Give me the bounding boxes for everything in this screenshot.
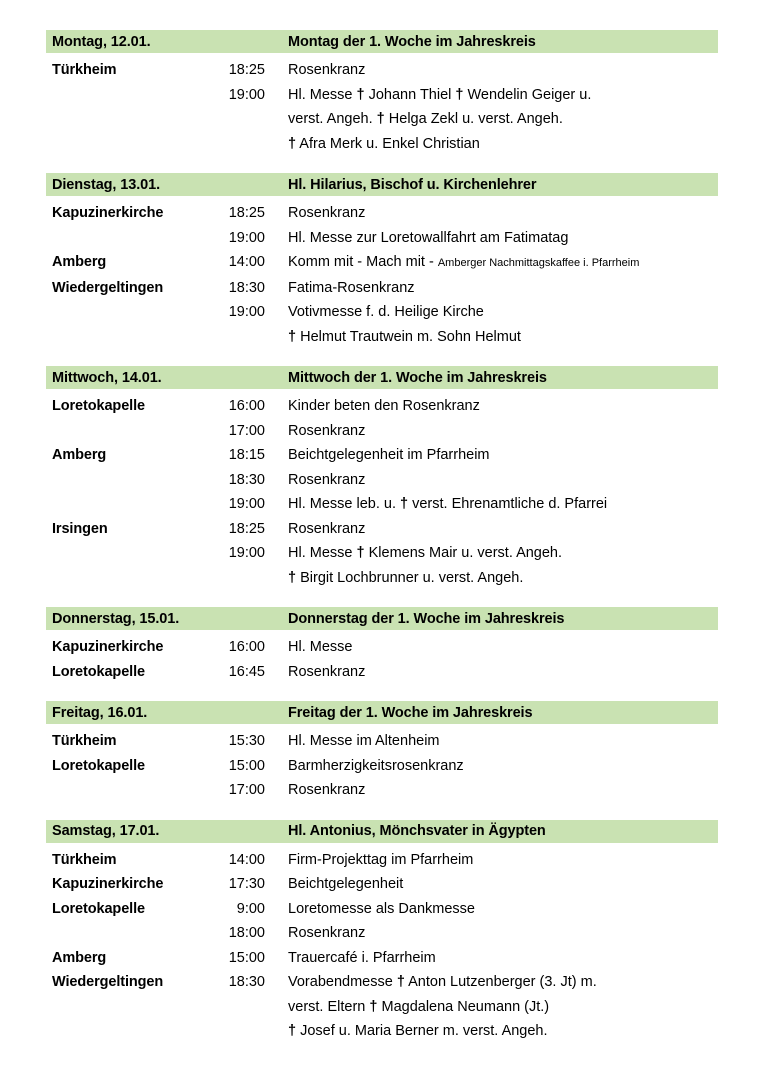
day-section: [46, 173, 718, 349]
row-location: Kapuzinerkirche: [52, 205, 164, 221]
row-description: [265, 58, 718, 83]
row-time: 18:25: [228, 62, 265, 78]
cross-dagger-icon: †: [288, 135, 297, 152]
schedule-row: [46, 226, 718, 251]
day-section: [46, 30, 718, 156]
row-time: 17:00: [228, 422, 265, 439]
day-date: Montag, 12.01.: [52, 33, 151, 50]
row-time: 19:00: [228, 229, 265, 246]
day-section: [46, 607, 718, 684]
description-line: [288, 419, 718, 444]
description-line: [288, 250, 718, 276]
row-location: Kapuzinerkirche: [52, 876, 164, 892]
description-text: Loretomesse als Dankmesse: [288, 900, 475, 917]
description-text: Birgit Lochbrunner u. verst. Angeh.: [296, 569, 524, 586]
description-text: Wendelin Geiger u.: [463, 86, 592, 103]
row-description: [265, 970, 718, 1044]
description-text: Rosenkranz: [288, 663, 366, 680]
day-date: Mittwoch, 14.01.: [52, 369, 162, 386]
description-subtext: Amberger Nachmittagskaffee i. Pfarrheim: [437, 257, 640, 269]
description-line: [288, 517, 718, 542]
row-time: 15:00: [228, 949, 265, 966]
row-description: [265, 276, 718, 301]
row-description: [265, 897, 718, 922]
row-description: [265, 848, 718, 873]
row-location: Loretokapelle: [52, 900, 145, 917]
schedule-row: [46, 443, 718, 468]
description-line: [288, 754, 718, 779]
day-rows: [46, 196, 718, 349]
row-time: 17:00: [228, 782, 265, 798]
cross-dagger-icon: †: [288, 1023, 297, 1039]
cross-dagger-icon: †: [356, 86, 365, 103]
row-time: 18:30: [228, 471, 265, 488]
cross-dagger-icon: †: [288, 569, 297, 586]
description-text: Vorabendmesse: [288, 974, 397, 990]
day-date: Samstag, 17.01.: [52, 823, 160, 839]
description-text: Rosenkranz: [288, 925, 366, 941]
row-description: [265, 250, 718, 276]
row-location: Loretokapelle: [52, 663, 145, 680]
schedule-row: [46, 541, 718, 590]
row-time: 18:00: [228, 925, 265, 941]
row-time: 19:00: [228, 86, 265, 103]
description-text: Hl. Messe: [288, 639, 353, 655]
cross-dagger-icon: †: [400, 496, 409, 512]
description-line: [288, 226, 718, 251]
description-text: Beichtgelegenheit im Pfarrheim: [288, 447, 490, 463]
description-text: Klemens Mair u. verst. Angeh.: [364, 545, 563, 561]
row-time: 18:30: [228, 279, 265, 296]
day-section: [46, 820, 718, 1044]
description-line: [288, 897, 718, 922]
description-line: [288, 660, 718, 685]
day-header: [46, 701, 718, 724]
schedule-row: [46, 300, 718, 349]
day-header: [46, 607, 718, 630]
schedule-row: [46, 921, 718, 946]
day-header: [46, 173, 718, 196]
row-time: 18:30: [228, 974, 265, 990]
row-location: Türkheim: [52, 851, 117, 868]
row-description: [265, 946, 718, 971]
description-text: Anton Lutzenberger (3. Jt) m.: [404, 974, 597, 990]
description-line: [288, 921, 718, 946]
day-section: [46, 366, 718, 590]
schedule-row: [46, 201, 718, 226]
row-location: Amberg: [52, 447, 107, 463]
schedule-row: [46, 468, 718, 493]
row-description: [265, 300, 718, 349]
schedule-row: [46, 778, 718, 803]
description-line: [288, 635, 718, 660]
day-liturgical-title: Freitag der 1. Woche im Jahreskreis: [288, 704, 533, 721]
description-line: [288, 443, 718, 468]
row-description: [265, 729, 718, 754]
row-description: [265, 778, 718, 803]
day-header: [46, 820, 718, 843]
description-text: Rosenkranz: [288, 62, 366, 78]
row-description: [265, 443, 718, 468]
row-description: [265, 921, 718, 946]
cross-dagger-icon: †: [356, 545, 365, 561]
description-line: [288, 848, 718, 873]
description-text: Rosenkranz: [288, 782, 366, 798]
description-text: Hl. Messe: [288, 545, 357, 561]
day-liturgical-title: Hl. Antonius, Mönchsvater in Ägypten: [288, 823, 546, 839]
row-description: [265, 83, 718, 157]
row-time: 17:30: [228, 876, 265, 892]
description-text: Magdalena Neumann (Jt.): [377, 998, 550, 1015]
day-section: [46, 701, 718, 803]
row-location: Wiedergeltingen: [52, 974, 164, 990]
description-line: [288, 946, 718, 971]
row-time: 16:00: [228, 398, 265, 414]
description-line: [288, 201, 718, 226]
description-text: Hl. Messe: [288, 86, 357, 103]
description-text: Hl. Messe im Altenheim: [288, 733, 440, 749]
row-description: [265, 660, 718, 685]
day-rows: [46, 843, 718, 1044]
description-text: verst. Angeh.: [288, 111, 377, 127]
description-text: verst. Eltern: [288, 998, 370, 1015]
description-line: [288, 58, 718, 83]
description-text: Fatima-Rosenkranz: [288, 279, 415, 296]
description-continuation-line: [288, 325, 718, 350]
description-continuation-line: [288, 107, 718, 132]
row-time: 18:25: [228, 520, 265, 537]
cross-dagger-icon: †: [376, 111, 385, 127]
description-text: Komm mit - Mach mit -: [288, 254, 438, 270]
row-location: Amberg: [52, 254, 107, 270]
row-time: 19:00: [228, 304, 265, 320]
row-description: [265, 419, 718, 444]
schedule-row: [46, 729, 718, 754]
description-line: [288, 970, 718, 995]
day-rows: [46, 724, 718, 803]
row-time: 19:00: [228, 545, 265, 561]
day-date: Freitag, 16.01.: [52, 704, 148, 721]
description-text: Hl. Messe zur Loretowallfahrt am Fatimatag: [288, 229, 569, 246]
row-time: 18:15: [228, 447, 265, 463]
schedule-row: [46, 419, 718, 444]
description-line: [288, 872, 718, 897]
description-continuation-line: [288, 566, 718, 591]
row-description: [265, 201, 718, 226]
cross-dagger-icon: †: [396, 974, 405, 990]
schedule-row: [46, 848, 718, 873]
cross-dagger-icon: †: [455, 86, 464, 103]
description-text: Johann Thiel: [364, 86, 456, 103]
schedule-row: [46, 660, 718, 685]
row-location: Kapuzinerkirche: [52, 639, 164, 655]
day-date: Donnerstag, 15.01.: [52, 610, 180, 627]
row-description: [265, 226, 718, 251]
day-liturgical-title: Mittwoch der 1. Woche im Jahreskreis: [288, 369, 547, 386]
schedule-row: [46, 897, 718, 922]
row-time: 19:00: [228, 496, 265, 512]
row-time: 14:00: [228, 254, 265, 270]
description-text: Firm-Projekttag im Pfarrheim: [288, 851, 474, 868]
row-location: Amberg: [52, 949, 107, 966]
row-time: 14:00: [228, 851, 265, 868]
day-rows: [46, 630, 718, 684]
description-line: [288, 394, 718, 419]
row-description: [265, 872, 718, 897]
description-line: [288, 778, 718, 803]
schedule-row: [46, 754, 718, 779]
description-text: Trauercafé i. Pfarrheim: [288, 949, 436, 966]
schedule-row: [46, 276, 718, 301]
cross-dagger-icon: †: [369, 998, 378, 1015]
description-text: Helmut Trautwein m. Sohn Helmut: [296, 328, 521, 345]
description-text: Hl. Messe leb. u.: [288, 496, 401, 512]
day-liturgical-title: Montag der 1. Woche im Jahreskreis: [288, 33, 536, 50]
day-header: [46, 366, 718, 389]
description-line: [288, 541, 718, 566]
description-text: Rosenkranz: [288, 471, 366, 488]
description-text: Kinder beten den Rosenkranz: [288, 398, 480, 414]
row-description: [265, 541, 718, 590]
schedule-row: [46, 970, 718, 1044]
description-continuation-line: [288, 995, 718, 1020]
description-text: Barmherzigkeitsrosenkranz: [288, 757, 464, 774]
schedule-row: [46, 58, 718, 83]
description-line: [288, 492, 718, 517]
description-text: Helga Zekl u. verst. Angeh.: [384, 111, 563, 127]
day-rows: [46, 53, 718, 156]
row-time: 16:00: [228, 639, 265, 655]
day-rows: [46, 389, 718, 590]
schedule-row: [46, 517, 718, 542]
day-liturgical-title: Hl. Hilarius, Bischof u. Kirchenlehrer: [288, 176, 537, 193]
row-time: 15:30: [228, 733, 265, 749]
row-description: [265, 635, 718, 660]
description-text: Rosenkranz: [288, 205, 366, 221]
schedule-row: [46, 492, 718, 517]
day-liturgical-title: Donnerstag der 1. Woche im Jahreskreis: [288, 610, 565, 627]
row-location: Loretokapelle: [52, 757, 145, 774]
schedule-row: [46, 946, 718, 971]
description-line: [288, 276, 718, 301]
schedule-row: [46, 250, 718, 276]
row-time: 16:45: [228, 663, 265, 680]
description-text: Rosenkranz: [288, 422, 366, 439]
description-text: Beichtgelegenheit: [288, 876, 404, 892]
description-continuation-line: [288, 1019, 718, 1044]
day-header: [46, 30, 718, 53]
day-date: Dienstag, 13.01.: [52, 176, 161, 193]
schedule-row: [46, 872, 718, 897]
cross-dagger-icon: †: [288, 328, 297, 345]
schedule-row: [46, 394, 718, 419]
row-location: Wiedergeltingen: [52, 279, 164, 296]
description-text: verst. Ehrenamtliche d. Pfarrei: [408, 496, 608, 512]
row-time: 15:00: [228, 757, 265, 774]
row-location: Irsingen: [52, 520, 108, 537]
schedule-row: [46, 83, 718, 157]
row-location: Türkheim: [52, 62, 117, 78]
description-line: [288, 729, 718, 754]
description-text: Afra Merk u. Enkel Christian: [296, 135, 480, 152]
row-location: Loretokapelle: [52, 398, 145, 414]
row-description: [265, 394, 718, 419]
row-location: Türkheim: [52, 733, 117, 749]
description-text: Rosenkranz: [288, 520, 366, 537]
row-description: [265, 754, 718, 779]
row-time: 9:00: [236, 900, 265, 917]
description-continuation-line: [288, 132, 718, 157]
row-description: [265, 517, 718, 542]
description-line: [288, 300, 718, 325]
description-line: [288, 468, 718, 493]
description-text: Josef u. Maria Berner m. verst. Angeh.: [296, 1023, 548, 1039]
row-time: 18:25: [228, 205, 265, 221]
schedule-row: [46, 635, 718, 660]
description-line: [288, 83, 718, 108]
row-description: [265, 468, 718, 493]
description-text: Votivmesse f. d. Heilige Kirche: [288, 304, 484, 320]
row-description: [265, 492, 718, 517]
